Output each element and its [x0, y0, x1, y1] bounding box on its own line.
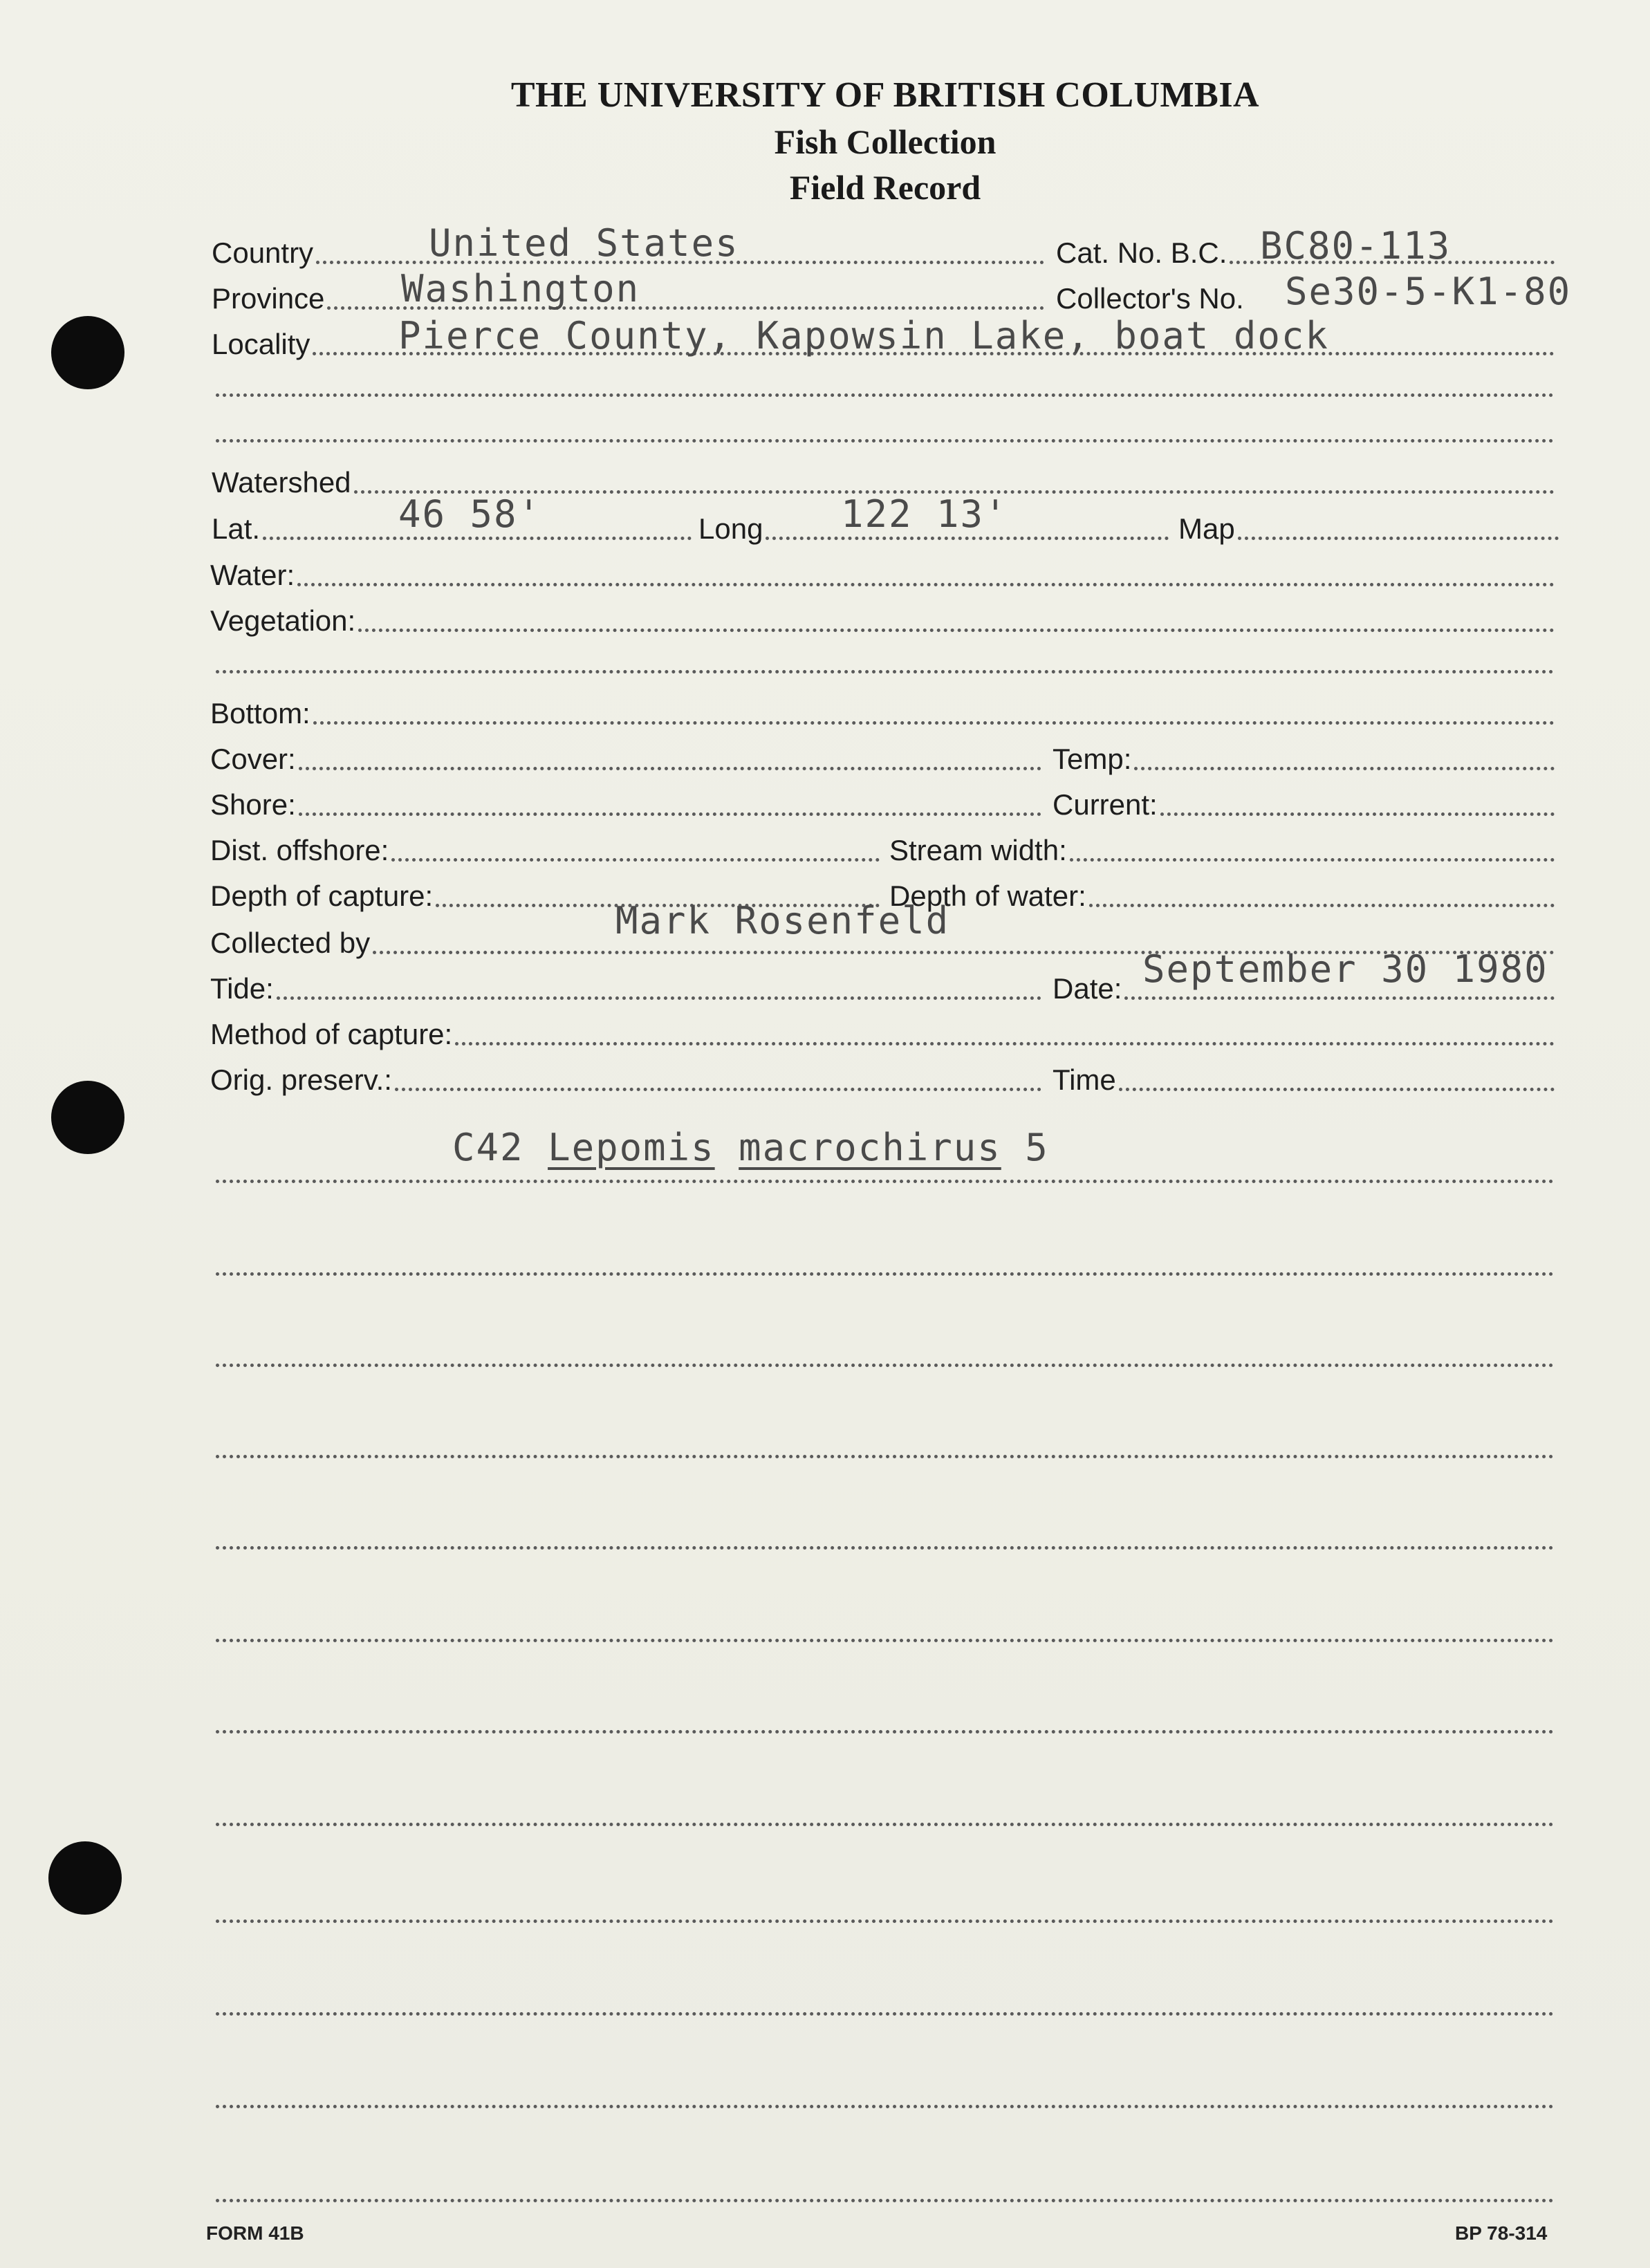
cover-label: Cover: [210, 743, 296, 775]
punch-hole-top [51, 316, 124, 389]
tide-label: Tide: [210, 972, 274, 1005]
vegetation-label: Vegetation: [210, 604, 356, 637]
country-label: Country [212, 236, 314, 269]
punch-hole-middle [51, 1081, 124, 1154]
locality-value: Pierce County, Kapowsin Lake, boat dock [398, 314, 1329, 357]
locality-extra-line-1 [216, 393, 1554, 397]
orig-preserv-label: Orig. preserv.: [210, 1063, 392, 1096]
ruled-line [216, 1364, 1554, 1367]
ruled-line [216, 1639, 1554, 1642]
punch-hole-bottom [48, 1841, 122, 1915]
species-code: C42 [452, 1126, 524, 1169]
date-label: Date: [1053, 972, 1122, 1005]
map-line [1238, 537, 1559, 540]
province-label: Province [212, 282, 325, 315]
bottom-label: Bottom: [210, 697, 310, 729]
long-label: Long [698, 512, 763, 545]
lat-line [263, 537, 692, 540]
ruled-line [216, 1730, 1554, 1733]
species-epithet: macrochirus [739, 1126, 1001, 1169]
depth-water-label: Depth of water: [889, 880, 1086, 912]
province-value: Washington [401, 267, 640, 310]
ruled-line [216, 1180, 1554, 1183]
collector-no-value: Se30-5-K1-80 [1285, 270, 1572, 313]
stream-width-line [1070, 858, 1555, 862]
current-line [1160, 812, 1555, 816]
temp-field [1053, 736, 1559, 777]
species-genus: Lepomis [548, 1126, 715, 1169]
form-number: FORM 41B [206, 2222, 304, 2244]
lat-value: 46 58' [398, 492, 542, 536]
map-field [1178, 505, 1563, 547]
shore-field [210, 781, 1046, 823]
collection-heading: Fish Collection [774, 122, 997, 161]
institution-heading: THE UNIVERSITY OF BRITISH COLUMBIA [510, 75, 1260, 115]
shore-line [299, 812, 1041, 816]
vegetation-field [210, 597, 1559, 639]
time-field [1053, 1057, 1559, 1098]
stream-width-label: Stream width: [889, 834, 1067, 866]
tide-field [210, 965, 1046, 1007]
water-field [210, 552, 1559, 593]
ruled-line [216, 1920, 1554, 1923]
cat-no-label: Cat. No. B.C. [1056, 236, 1227, 269]
dist-offshore-line [391, 858, 880, 862]
water-line [297, 583, 1555, 586]
method-label: Method of capture: [210, 1018, 453, 1050]
ruled-line [216, 1455, 1554, 1458]
tide-line [277, 996, 1041, 1000]
lat-label: Lat. [212, 512, 261, 545]
shore-label: Shore: [210, 788, 296, 821]
locality-label: Locality [212, 328, 310, 360]
time-line [1119, 1088, 1555, 1091]
ruled-line [216, 1272, 1554, 1276]
ruled-line [216, 2199, 1554, 2202]
current-label: Current: [1053, 788, 1158, 821]
collected-by-value: Mark Rosenfeld [615, 899, 950, 942]
cover-line [299, 767, 1041, 770]
date-value: September 30 1980 [1142, 947, 1548, 991]
ruled-line [216, 1546, 1554, 1550]
method-line [455, 1042, 1555, 1045]
locality-extra-line-2 [216, 439, 1554, 443]
record-heading: Field Record [789, 168, 981, 207]
watershed-label: Watershed [212, 466, 351, 499]
long-line [766, 537, 1169, 540]
method-field [210, 1011, 1559, 1052]
cat-no-value: BC80-113 [1260, 224, 1452, 268]
ruled-line [216, 1823, 1554, 1826]
species-entry [452, 1126, 1049, 1169]
dist-offshore-field [210, 827, 884, 868]
current-field [1053, 781, 1559, 823]
depth-capture-label: Depth of capture: [210, 880, 434, 912]
country-value: United States [429, 221, 739, 265]
depth-water-line [1089, 904, 1555, 907]
stream-width-field [889, 827, 1559, 868]
map-label: Map [1178, 512, 1235, 545]
collector-no-label: Collector's No. [1056, 282, 1244, 315]
ruled-line [216, 2012, 1554, 2016]
bottom-field [210, 690, 1559, 732]
temp-label: Temp: [1053, 743, 1132, 775]
date-line [1124, 996, 1555, 1000]
orig-preserv-field [210, 1057, 1046, 1098]
orig-preserv-line [395, 1088, 1041, 1091]
collector-no-field [1056, 275, 1284, 317]
time-label: Time [1053, 1063, 1116, 1096]
ruled-line [216, 2105, 1554, 2108]
collected-by-label: Collected by [210, 927, 371, 959]
water-label: Water: [210, 559, 295, 591]
bottom-line [313, 721, 1555, 725]
vegetation-line [358, 629, 1555, 632]
dist-offshore-label: Dist. offshore: [210, 834, 389, 866]
temp-line [1134, 767, 1555, 770]
depth-water-field [889, 873, 1559, 914]
vegetation-extra-line [216, 670, 1554, 673]
species-count: 5 [1025, 1126, 1049, 1169]
cover-field [210, 736, 1046, 777]
long-value: 122 13' [841, 492, 1008, 536]
print-code: BP 78-314 [1455, 2222, 1548, 2244]
